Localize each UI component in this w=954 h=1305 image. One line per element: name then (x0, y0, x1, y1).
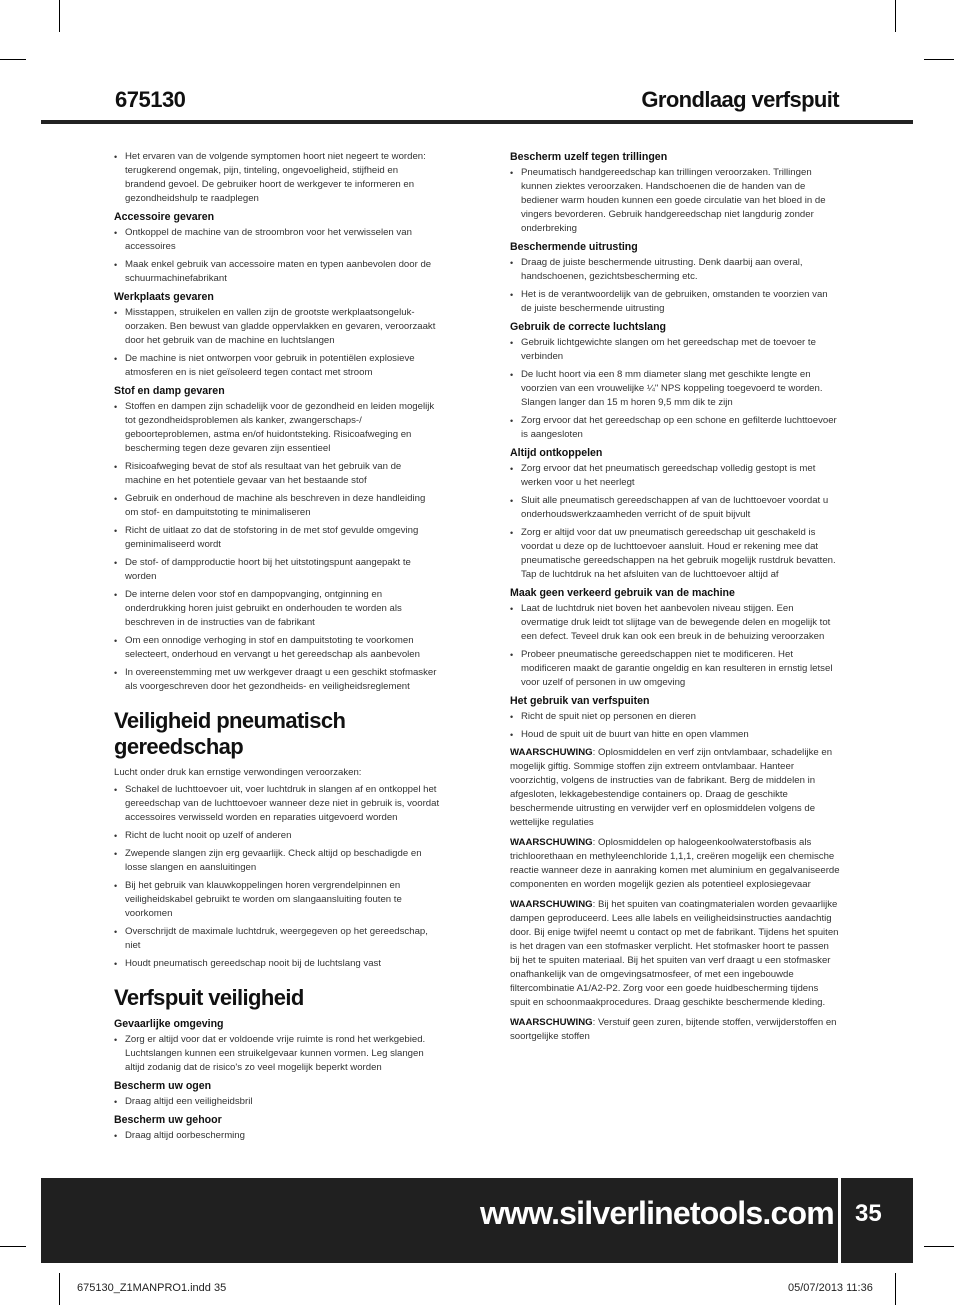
list-item: • Het is de verantwoordelijk van de gebruiken, omstanden te voorzien van de juiste beschermende uitrusting (510, 288, 840, 316)
section-intro: Lucht onder druk kan ernstige verwondingen veroorzaken: (114, 767, 362, 778)
warning-label: WAARSCHUWING (510, 899, 593, 910)
crop-mark (895, 0, 896, 32)
section-heading: Bescherm uw ogen (114, 1080, 212, 1092)
list-item: • Zwepende slangen zijn erg gevaarlijk. Check altijd op beschadigde en losse slangen en aansluitingen (114, 847, 440, 875)
list-item: • Maak enkel gebruik van accessoire maten en typen aanbevolen door de schuurmachinefabrikant (114, 258, 440, 286)
bullet-list (114, 226, 440, 286)
bullet-list (114, 1033, 440, 1075)
list-item: • Draag de juiste beschermende uitrusting. Denk daarbij aan overal, handschoenen, gezichtsbescherming etc. (510, 256, 840, 284)
bullet-list (114, 783, 440, 971)
section-heading: Bescherm uw gehoor (114, 1114, 222, 1126)
warning-text: : Oplosmiddelen op halogeenkoolwaterstofbasis als trichloorethaan en methyleenchloride 1,1,1, creëren mogelijk een chemische reactie wanneer deze in aanraking komen met aluminium en gegalvaniseerde componenten en worden mogelijk gezien als potentieel explosiegevaar (510, 837, 840, 890)
warning-paragraph (510, 836, 840, 892)
section-heading: Gebruik de correcte luchtslang (510, 321, 667, 333)
intro-list (114, 150, 440, 206)
section-heading: Werkplaats gevaren (114, 291, 214, 303)
page-title: Grondlaag verfspuit (641, 87, 839, 112)
list-item: • Houdt pneumatisch gereedschap nooit bij de luchtslang vast (114, 957, 440, 971)
website-url: www.silverlinetools.com (480, 1195, 834, 1231)
crop-mark (895, 1273, 896, 1305)
section-heading: Het gebruik van verfspuiten (510, 695, 650, 707)
crop-mark (59, 0, 60, 32)
bullet-list (510, 256, 840, 316)
list-item: • Gebruik lichtgewichte slangen om het gereedschap met de toevoer te verbinden (510, 336, 840, 364)
section-heading: Altijd ontkoppelen (510, 447, 603, 459)
crop-mark (924, 59, 954, 60)
bullet-list (510, 166, 840, 236)
bullet-list (510, 336, 840, 442)
bullet-list (114, 1095, 440, 1109)
list-item: • Overschrijdt de maximale luchtdruk, weergegeven op het gereedschap, niet (114, 925, 440, 953)
list-item: • De interne delen voor stof en dampopvanging, ontginning en onderdrukking horen juist gebruikt en onderhouden te worden als beschreven in de instructies van de fabrikant (114, 588, 440, 630)
section-heading: Accessoire gevaren (114, 211, 215, 223)
warning-text: : Oplosmiddelen en verf zijn ontvlambaar, schadelijke en mogelijk giftig. Sommige stoffen zijn extreem ontvlambaar. Hanteer voorzichtig, volgens de instructies van de fabrikant. Berg de middelen in afgesloten, lekkagebestendige containers op. Draag de geschikte beschermende uitrusting en verwijder verf en oplosmiddelen volgens de wettelijke regulaties (510, 747, 833, 828)
header-rule (41, 120, 913, 124)
list-item: • Om een onnodige verhoging in stof en dampuitstoting te voorkomen selecteert, onderhoud en vervangt u het gereedschap als aanbevolen (114, 634, 440, 662)
print-slug-file: 675130_Z1MANPRO1.indd 35 (77, 1282, 227, 1294)
list-item: • Richt de lucht nooit op uzelf of anderen (114, 829, 440, 843)
list-item: • De lucht hoort via een 8 mm diameter slang met geschikte lengte en voorzien van een vrouwelijke ¼" NPS koppeling toegevoerd te worden. Slangen langer dan 15 m horen 9,5 mm dik te zijn (510, 368, 840, 410)
section-heading: Gevaarlijke omgeving (114, 1018, 224, 1030)
left-column (114, 150, 440, 1147)
warning-text: : Verstuif geen zuren, bijtende stoffen, verwijderstoffen en soortgelijke stoffen (510, 1017, 837, 1042)
section-heading: Stof en damp gevaren (114, 385, 225, 397)
list-item: • In overeenstemming met uw werkgever draagt u een geschikt stofmasker als voorgeschreven door het gezondheids- en veiligheidsreglement (114, 666, 440, 694)
list-item: • Zorg er altijd voor dat er voldoende vrije ruimte is rond het werkgebied. Luchtslangen kunnen een struikelgevaar kunnen vormen. Leg slangen altijd zodanig dat de risico's zo veel mogelijk beperkt worden (114, 1033, 440, 1075)
list-item: • Zorg er altijd voor dat uw pneumatisch gereedschap uit geschakeld is voordat u deze op de luchttoevoer aansluit. Houd er rekening mee dat pneumatische gereedschappen na het gebruik mogelijk rustdruk bevatten. Tap de luchtdruk na het afsluiten van de luchttoevoer altijd af (510, 526, 840, 582)
list-item: • Draag altijd een veiligheidsbril (114, 1095, 440, 1109)
product-code: 675130 (115, 87, 186, 112)
crop-mark (59, 1273, 60, 1305)
list-item: • Risicoafweging bevat de stof als resultaat van het gebruik van de machine en het potentiele gevaar van het bestaande stof (114, 460, 440, 488)
bullet-list (114, 400, 440, 694)
list-item: • Draag altijd oorbescherming (114, 1129, 440, 1143)
list-item: • De stof- of dampproductie hoort bij het uitstotingspunt aangepakt te worden (114, 556, 440, 584)
warning-paragraph (510, 1016, 840, 1044)
section-heading: Maak geen verkeerd gebruik van de machine (510, 587, 735, 599)
list-item: • Zorg ervoor dat het gereedschap op een schone en gefilterde luchttoevoer is aangesloten (510, 414, 840, 442)
list-item: • Richt de uitlaat zo dat de stofstoring in de met stof gevulde omgeving geminimaliseerd wordt (114, 524, 440, 552)
right-column (510, 150, 840, 1050)
warning-paragraph (510, 898, 840, 1010)
crop-mark (0, 1246, 26, 1247)
list-item: • Probeer pneumatische gereedschappen niet te modificeren. Het modificeren maakt de garantie ongeldig en kan resulteren in ernstig letsel voor uzelf of personen in uw omgeving (510, 648, 840, 690)
list-item: • Schakel de luchttoevoer uit, voer luchtdruk in slangen af en ontkoppel het gereedschap van de luchttoevoer wanneer deze niet in gebruik is, voordat accessoires verwisseld worden en reparaties uitgevoerd worden (114, 783, 440, 825)
list-item: • Het ervaren van de volgende symptomen hoort niet negeert te worden: terugkerend ongemak, pijn, tinteling, ongevoeligheid, stijfheid en brandend gevoel. De gebruiker hoort de werkgever te informeren en gezondheidshulp te raadplegen (114, 150, 440, 206)
list-item: • Laat de luchtdruk niet boven het aanbevolen niveau stijgen. Een overmatige druk leidt tot slijtage van de bewegende delen en mogelijk tot een defect. Teveel druk kan ook een breuk in de behuizing veroorzaken (510, 602, 840, 644)
bullet-list (510, 462, 840, 582)
list-item: • Bij het gebruik van klauwkoppelingen horen vergrendelpinnen en veiligheidskabel gebruikt te worden om slangaansluiting fouten te voorkomen (114, 879, 440, 921)
section-title: Veiligheid pneumatisch gereedschap (114, 708, 346, 759)
bullet-list (114, 306, 440, 380)
page-number: 35 (855, 1200, 882, 1227)
page-header (115, 84, 839, 118)
warning-label: WAARSCHUWING (510, 1017, 593, 1028)
list-item: • De machine is niet ontworpen voor gebruik in potentiëlen explosieve atmosferen en is niet geïsoleerd tegen contact met stroom (114, 352, 440, 380)
list-item: • Gebruik en onderhoud de machine als beschreven in deze handleiding om stof- en dampuitstoting te minimaliseren (114, 492, 440, 520)
list-item: • Stoffen en dampen zijn schadelijk voor de gezondheid en leiden mogelijk tot gezondheidsproblemen als kanker, zwangerschaps-/ geboorteproblemen, astma en/of huidontsteking. Risicoafweging en bescherming tegen deze gevaren zijn essentieel (114, 400, 440, 456)
crop-mark (0, 59, 26, 60)
list-item: • Zorg ervoor dat het pneumatisch gereedschap volledig gestopt is met werken voor u het neerlegt (510, 462, 840, 490)
section-heading: Bescherm uzelf tegen trillingen (510, 151, 668, 163)
bullet-list (510, 602, 840, 690)
crop-mark (924, 1246, 954, 1247)
section-title: Verfspuit veiligheid (114, 985, 304, 1010)
list-item: • Misstappen, struikelen en vallen zijn de grootste werkplaatsongeluk-oorzaken. Ben bewust van gladde oppervlakken en gevaren, veroorzaakt door het gebruik van de machine en luchtslangen (114, 306, 440, 348)
list-item: • Ontkoppel de machine van de stroombron voor het verwisselen van accessoires (114, 226, 440, 254)
list-item: • Sluit alle pneumatisch gereedschappen af van de luchttoevoer voordat u onderhoudswerkzaamheden verricht of de spuit bijvult (510, 494, 840, 522)
list-item: • Houd de spuit uit de buurt van hitte en open vlammen (510, 728, 840, 742)
footer-divider (838, 1178, 841, 1263)
list-item: • Richt de spuit niet op personen en dieren (510, 710, 840, 724)
print-slug-date: 05/07/2013 11:36 (788, 1282, 873, 1294)
warning-paragraph (510, 746, 840, 830)
list-item: • Pneumatisch handgereedschap kan trillingen veroorzaken. Trillingen kunnen ziektes veroorzaken. Handschoenen die de handen van de bediener warm houden kunnen een goede circulatie van het bloed in de vingers bevorderen. Gebruik handgereedschap niet langdurig zonder onderbreking (510, 166, 840, 236)
section-heading: Beschermende uitrusting (510, 241, 638, 253)
bullet-list (114, 1129, 440, 1143)
warning-text: : Bij het spuiten van coatingmaterialen worden gevaarlijke dampen geproduceerd. Lees alle labels en veiligheidsinstructies aandachtig door. Bij enige twijfel neemt u contact op met de fabrikant. Tijdens het spuiten is het dragen van een stofmasker verplicht. Het stofmasker hoort te passen bij het te spuiten materiaal. Bij het spuiten van verf draagt u een stofmasker onafhankelijk van de omgevingsatmosfeer, of met een ingebouwde filtercombinatie A1/A2-P2. Zorg voor een goede huidbescherming tijdens spuit en schoonmaakprocedures. Draag geschikte beschermende kleding. (510, 899, 839, 1008)
warning-label: WAARSCHUWING (510, 747, 593, 758)
bullet-list (510, 710, 840, 742)
warning-label: WAARSCHUWING (510, 837, 593, 848)
